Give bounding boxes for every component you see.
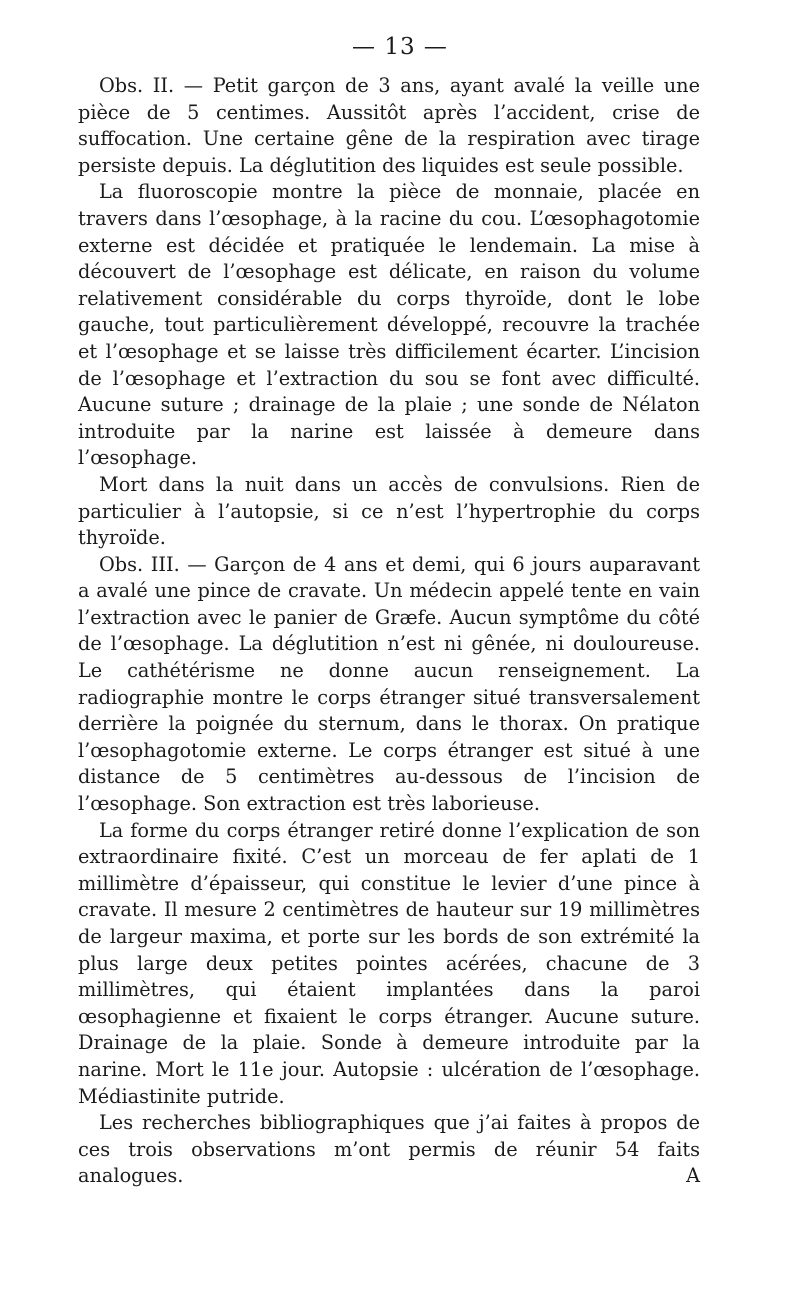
page-number: — 13 — [352, 34, 448, 60]
paragraph-fluoroscopy: La fluoroscopie montre la pièce de monnaie, placée en travers dans l’œsophage, à la racine du cou. L’œsophagotomie externe est décidée et pratiquée le lendemain. La mise à découvert de l’œsophage est délicate, en raison du volume relativement considérable du corps thyroïde, dont le lobe gauche, tout particulièrement développé, recouvre la trachée et l’œsophage et se laisse très difficilement écarter. L’incision de l’œsophage et l’extraction du sou se font avec difficulté. Aucune suture ; drainage de la plaie ; une sonde de Nélaton introduite par la narine est laissée à demeure dans l’œsophage. [78, 180, 700, 470]
continuation-word: A [686, 1164, 700, 1188]
paragraph-foreign-body: La forme du corps étranger retiré donne l’explication de son extraordinaire fixité. C’est un morceau de fer aplati de 1 millimètre d’épaisseur, qui constitue le levier d’une pince à cravate. Il mesure 2 centimètres de hauteur sur 19 millimètres de largeur maxima, et porte sur les bords de son extrémité la plus large deux petites pointes acérées, chacune de 3 millimètres, qui étaient implantées dans la paroi œsophagienne et fixaient le corps étranger. Aucune suture. Drainage de la plaie. Sonde à demeure introduite par la narine. Mort le 11e jour. Autopsie : ulcération de l’œsophage. Médiastinite putride. [78, 818, 700, 1108]
paragraph-obs-3: Obs. III. — Garçon de 4 ans et demi, qui 6 jours auparavant a avalé une pince de cravate. Un médecin appelé tente en vain l’extraction avec le panier de Græfe. Aucun symptôme du côté de l’œsophage. La déglutition n’est ni gênée, ni douloureuse. Le cathétérisme ne donne aucun renseignement. La radiographie montre le corps étranger situé transversalement derrière la poignée du sternum, dans le thorax. On pratique l’œsophagotomie externe. Le corps étranger est situé à une distance de 5 centimètres au-dessous de l’incision de l’œsophage. Son extraction est très laborieuse. [78, 552, 700, 816]
paragraph-obs-2: Obs. II. — Petit garçon de 3 ans, ayant avalé la veille une pièce de 5 centimes. Aussitôt après l’accident, crise de suffocation. Une certaine gêne de la respiration avec tirage persiste depuis. La déglutition des liquides est seule possible. [78, 74, 700, 177]
paragraph-bibliography [78, 1110, 700, 1190]
body-text [78, 73, 700, 1190]
paragraph-death: Mort dans la nuit dans un accès de convulsions. Rien de particulier à l’autopsie, si ce n’est l’hypertrophie du corps thyroïde. [78, 472, 700, 550]
bibliography-text: Les recherches bibliographiques que j’ai faites à propos de ces trois observations m’ont permis de réunir 54 faits analogues. [78, 1111, 700, 1188]
